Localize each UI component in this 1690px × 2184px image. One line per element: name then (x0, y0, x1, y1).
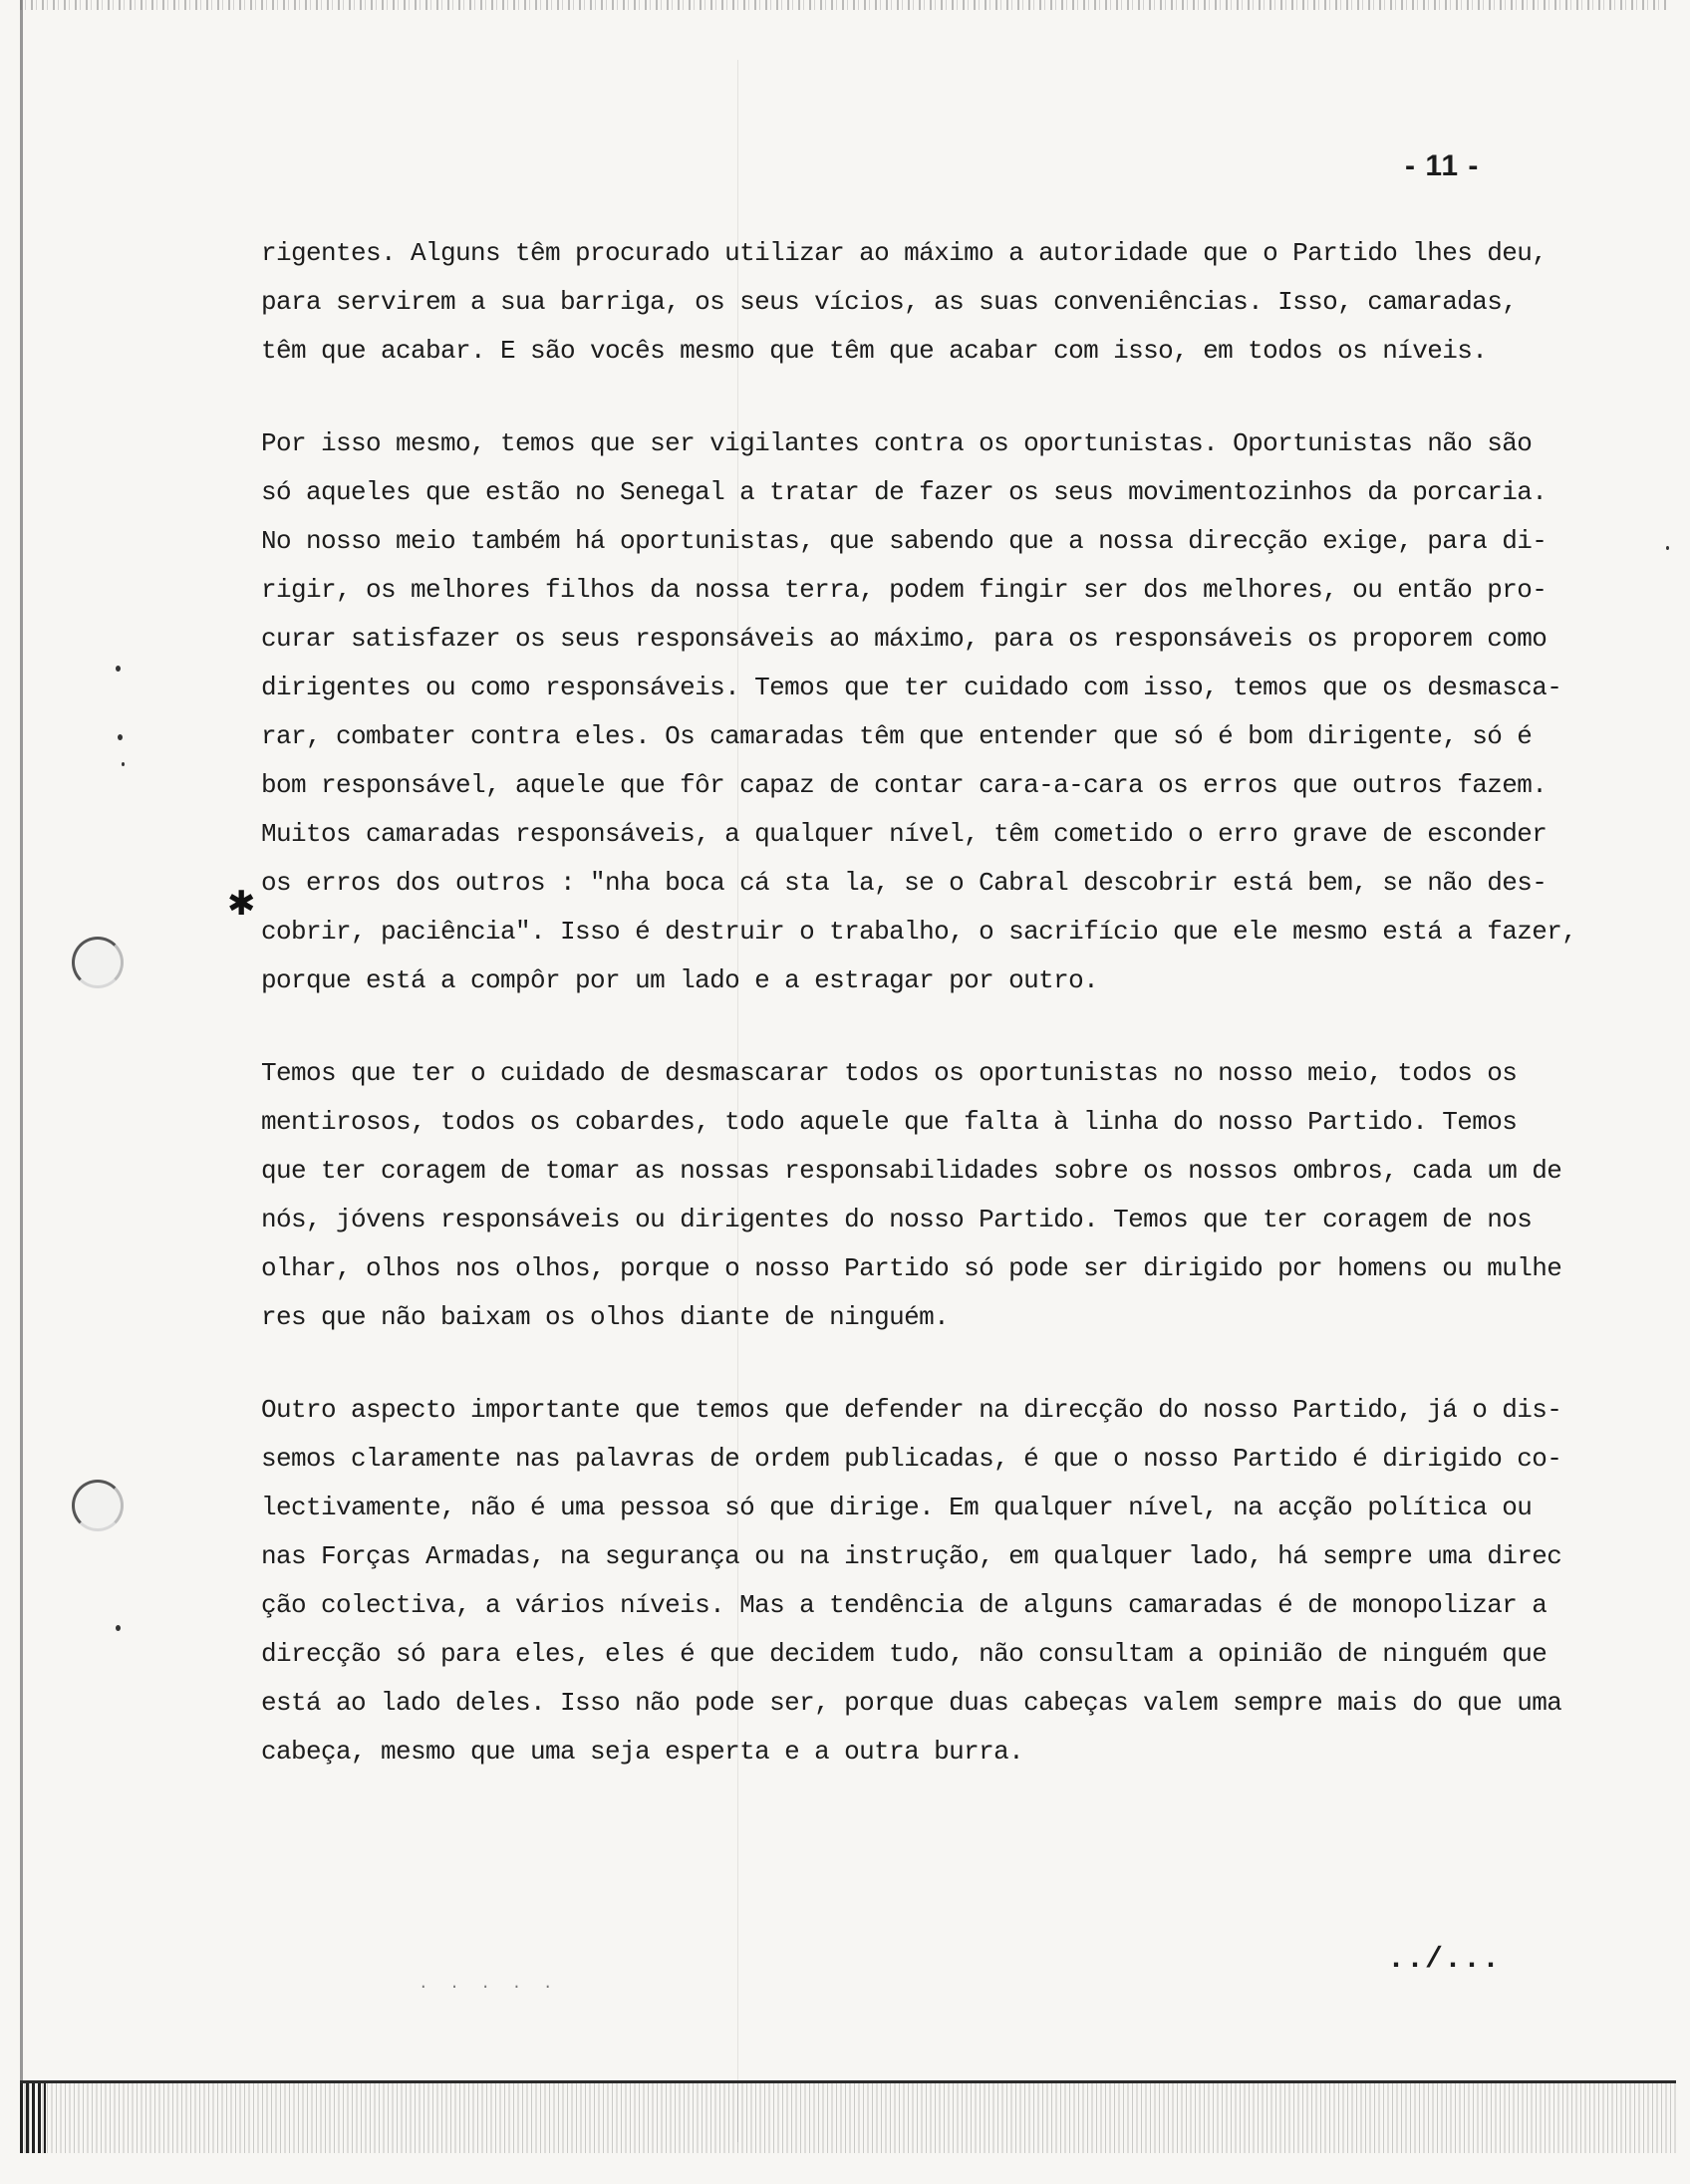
body-text (261, 229, 1656, 1820)
text-line: está ao lado deles. Isso não pode ser, porque duas cabeças valem sempre mais do que uma (261, 1688, 1562, 1718)
continuation-mark: ../... (1387, 1943, 1502, 1977)
scan-edge-bottom (20, 2080, 1676, 2153)
punch-hole-top (72, 937, 124, 988)
punch-hole-bottom (72, 1480, 124, 1531)
text-line: bom responsável, aquele que fôr capaz de contar cara-a-cara os erros que outros fazem. (261, 770, 1548, 800)
scan-edge-left (20, 0, 23, 2117)
text-line: Outro aspecto importante que temos que defender na direcção do nosso Partido, já o dis- (261, 1395, 1562, 1425)
text-line: curar satisfazer os seus responsáveis ao máximo, para os responsáveis os proporem como (261, 624, 1548, 654)
text-line: lectivamente, não é uma pessoa só que dirige. Em qualquer nível, na acção política ou (261, 1493, 1533, 1522)
text-line: porque está a compôr por um lado e a estragar por outro. (261, 965, 1099, 995)
scan-edge-top (20, 0, 1669, 10)
text-line: que ter coragem de tomar as nossas responsabilidades sobre os nossos ombros, cada um de (261, 1156, 1562, 1186)
text-line: têm que acabar. E são vocês mesmo que têm que acabar com isso, em todos os níveis. (261, 336, 1488, 366)
text-line: rigentes. Alguns têm procurado utilizar ao máximo a autoridade que o Partido lhes deu, (261, 238, 1548, 268)
text-line: rar, combater contra eles. Os camaradas têm que entender que só é bom dirigente, só é (261, 721, 1533, 751)
text-line: cobrir, paciência". Isso é destruir o trabalho, o sacrifício que ele mesmo está a fazer, (261, 917, 1577, 947)
text-line: Por isso mesmo, temos que ser vigilantes contra os oportunistas. Oportunistas não são (261, 428, 1533, 458)
text-line: nas Forças Armadas, na segurança ou na instrução, em qualquer lado, há sempre uma direc (261, 1541, 1562, 1571)
text-line: para servirem a sua barriga, os seus vícios, as suas conveniências. Isso, camaradas, (261, 287, 1518, 317)
text-line: cabeça, mesmo que uma seja esperta e a outra burra. (261, 1737, 1024, 1767)
text-line: só aqueles que estão no Senegal a tratar de fazer os seus movimentozinhos da porcaria. (261, 477, 1548, 507)
paragraph (261, 419, 1656, 1005)
text-line: Temos que ter o cuidado de desmascarar todos os oportunistas no nosso meio, todos os (261, 1058, 1518, 1088)
text-line: direcção só para eles, eles é que decidem tudo, não consultam a opinião de ninguém que (261, 1639, 1548, 1669)
margin-dot (116, 666, 121, 672)
text-line: semos claramente nas palavras de ordem publicadas, é que o nosso Partido é dirigido co- (261, 1444, 1562, 1474)
text-line: rigir, os melhores filhos da nossa terra, podem fingir ser dos melhores, ou então pro- (261, 575, 1548, 605)
text-line: mentirosos, todos os cobardes, todo aquele que falta à linha do nosso Partido. Temos (261, 1107, 1518, 1137)
scan-speckle: · · · · · (419, 1978, 559, 1996)
text-line: Muitos camaradas responsáveis, a qualquer nível, têm cometido o erro grave de esconder (261, 819, 1548, 849)
text-line: olhar, olhos nos olhos, porque o nosso Partido só pode ser dirigido por homens ou mulhe (261, 1253, 1562, 1283)
text-line: No nosso meio também há oportunistas, que sabendo que a nossa direcção exige, para di- (261, 526, 1548, 556)
paragraph (261, 1386, 1656, 1776)
margin-dot (1666, 546, 1669, 550)
text-line: nós, jóvens responsáveis ou dirigentes do nosso Partido. Temos que ter coragem de nos (261, 1205, 1533, 1234)
paragraph (261, 229, 1656, 376)
page-number: - 11 - (1405, 149, 1480, 182)
paragraph (261, 1049, 1656, 1342)
margin-dot (118, 734, 123, 740)
text-line: dirigentes ou como responsáveis. Temos que ter cuidado com isso, temos que os desmasca- (261, 673, 1562, 702)
text-line: res que não baixam os olhos diante de ninguém. (261, 1302, 950, 1332)
margin-dot (122, 762, 125, 766)
margin-asterisk-mark: ✱ (227, 884, 256, 924)
margin-dot (116, 1625, 121, 1631)
text-line: ção colectiva, a vários níveis. Mas a tendência de alguns camaradas é de monopolizar a (261, 1590, 1548, 1620)
text-line: os erros dos outros : "nha boca cá sta la, se o Cabral descobrir está bem, se não des- (261, 868, 1548, 898)
